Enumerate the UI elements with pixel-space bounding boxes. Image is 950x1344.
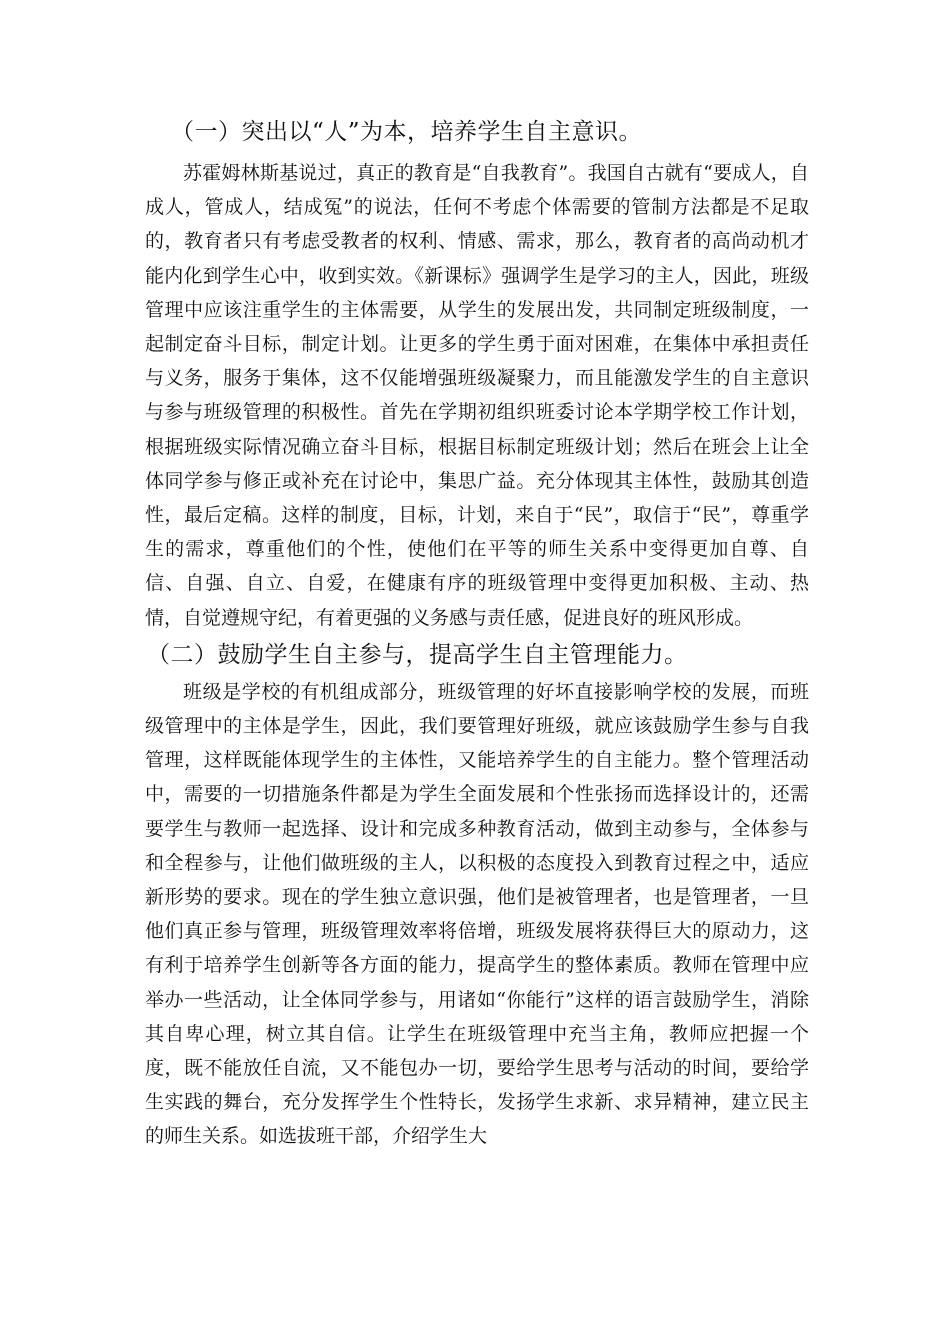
document-page bbox=[145, 108, 809, 1154]
section-1-heading: （一）突出以“人”为本，培养学生自主意识。 bbox=[171, 119, 643, 145]
section-2-heading: （二）鼓励学生自主参与，提高学生自主管理能力。 bbox=[147, 641, 688, 668]
section-2-paragraph: 班级是学校的有机组成部分，班级管理的好坏直接影响学校的发展，而班级管理中的主体是学生，因此，我们要管理好班级，就应该鼓励学生参与自我管理，这样既能体现学生的主体性，又能培养学生的自主能力。整个管理活动中，需要的一切措施条件都是为学生全面发展和个性张扬而选择设计的，还需要学生与教师一起选择、设计和完成多种教育活动，做到主动参与，全体参与和全程参与，让他们做班级的主人，以积极的态度投入到教育过程之中，适应新形势的要求。现在的学生独立意识强，他们是被管理者，也是管理者，一旦他们真正参与管理，班级管理效率将倍增，班级发展将获得巨大的原动力，这有利于培养学生创新等各方面的能力，提高学生的整体素质。教师在管理中应举办一些活动，让全体同学参与，用诸如“你能行”这样的语言鼓励学生，消除其自卑心理，树立其自信。让学生在班级管理中充当主角，教师应把握一个度，既不能放任自流，又不能包办一切，要给学生思考与活动的时间，要给学生实践的舞台，充分发挥学生个性特长，发扬学生求新、求异精神，建立民主的师生关系。如选拔班干部，介绍学生大 bbox=[145, 680, 809, 1148]
section-1-paragraph: 苏霍姆林斯基说过，真正的教育是“自我教育”。我国自古就有“要成人，自成人，管成人，结成冤”的说法，任何不考虑个体需要的管制方法都是不足取的，教育者只有考虑受教者的权利、情感、需求，那么，教育者的高尚动机才能内化到学生心中，收到实效。《新课标》强调学生是学习的主人，因此，班级管理中应该注重学生的主体需要，从学生的发展出发，共同制定班级制度，一起制定奋斗目标，制定计划。让更多的学生勇于面对困难，在集体中承担责任与义务，服务于集体，这不仅能增强班级凝聚力，而且能激发学生的自主意识与参与班级管理的积极性。首先在学期初组织班委讨论本学期学校工作计划，根据班级实际情况确立奋斗目标，根据目标制定班级计划；然后在班会上让全体同学参与修正或补充在讨论中，集思广益。充分体现其主体性，鼓励其创造性，最后定稿。这样的制度，目标，计划，来自于“民”，取信于“民”，尊重学生的需求，尊重他们的个性，使他们在平等的师生关系中变得更加自尊、自信、自强、自立、自爱，在健康有序的班级管理中变得更加积极、主动、热情，自觉遵规守纪，有着更强的义务感与责任感，促进良好的班风形成。 bbox=[145, 162, 809, 629]
